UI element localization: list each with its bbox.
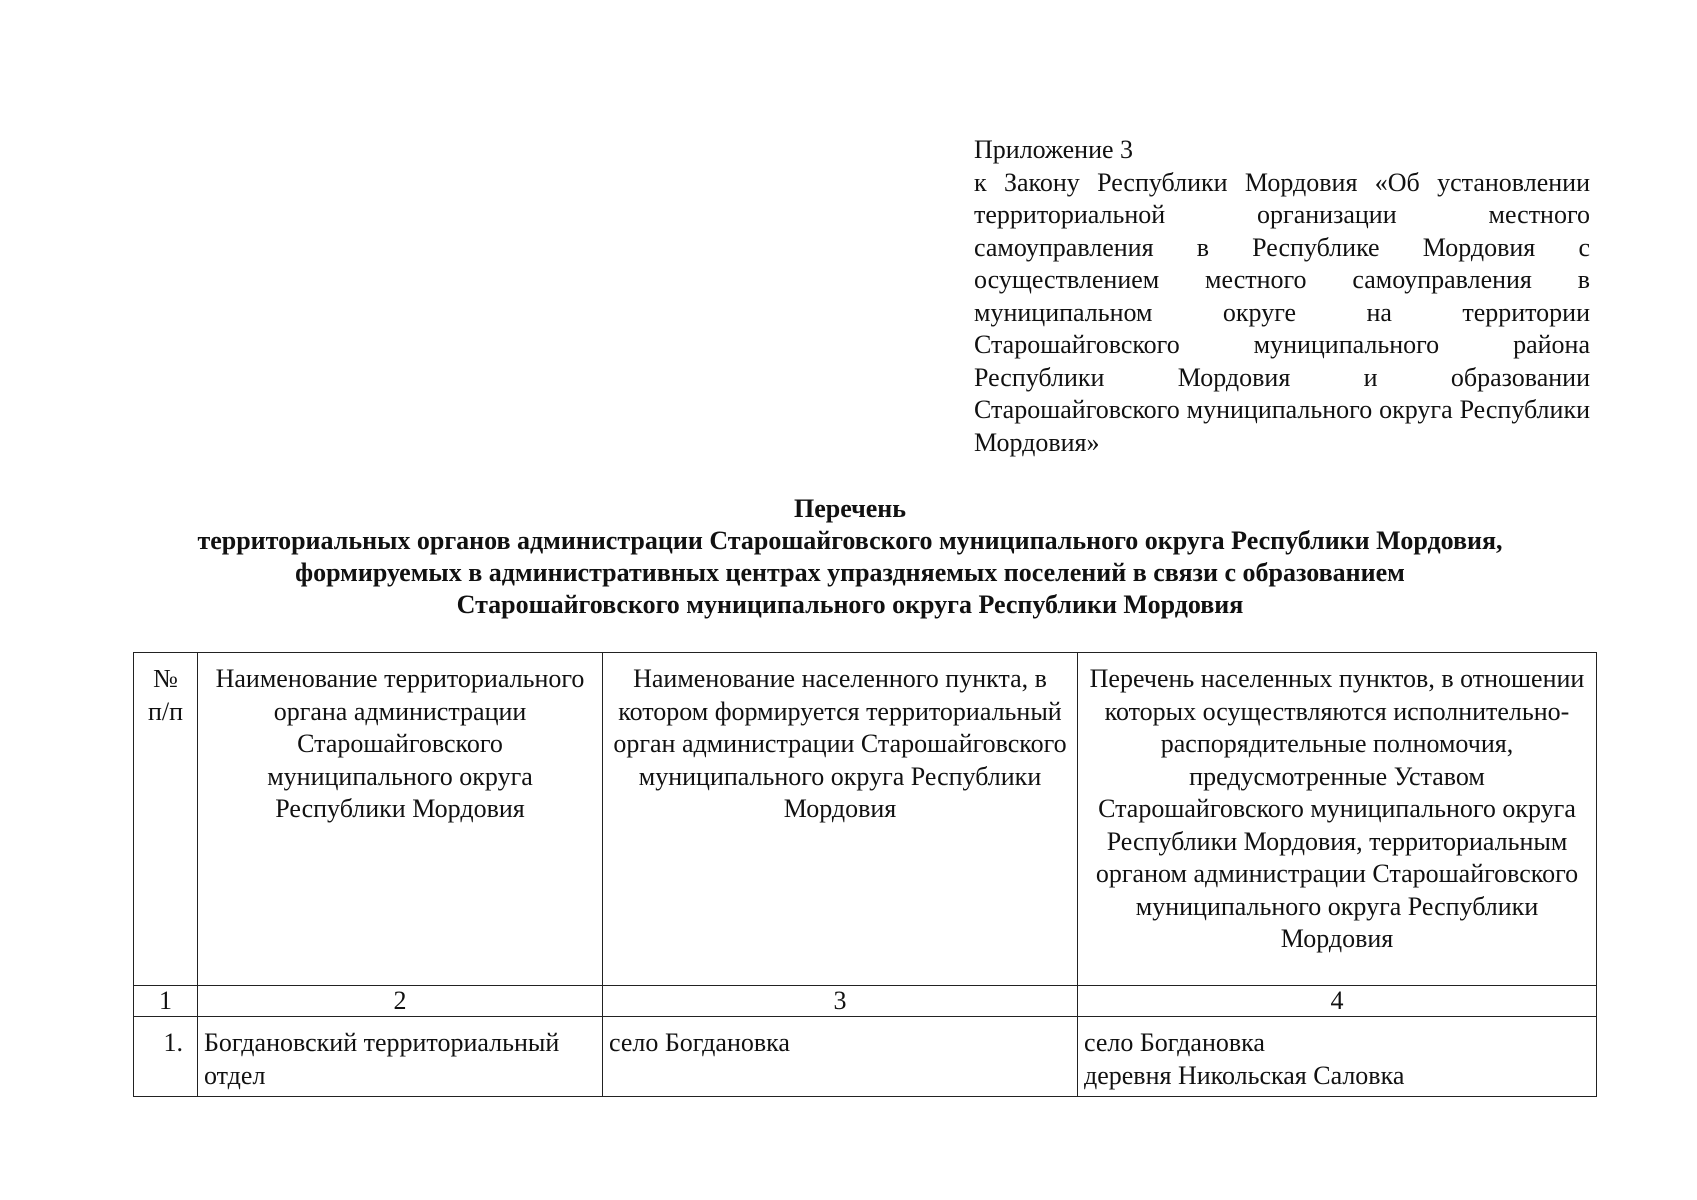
heading-line-3: Старошайговского муниципального округа Республики Мордовия bbox=[456, 590, 1244, 619]
settlements-list bbox=[1078, 1017, 1597, 1097]
column-number: 3 bbox=[603, 986, 1078, 1017]
heading-title: Перечень bbox=[793, 494, 907, 523]
appendix-title: Приложение 3 bbox=[974, 135, 1134, 164]
table-row bbox=[134, 1017, 1597, 1097]
header-center-name: Наименование населенного пункта, в котором формируется территориальный орган администрации Старошайговского муниципального округа Республики Мордовия bbox=[603, 653, 1078, 986]
settlement-item: село Богдановка bbox=[1084, 1028, 1265, 1057]
header-organ-name: Наименование территориального органа администрации Старошайговского муниципального округа Республики Мордовия bbox=[198, 653, 603, 986]
header-settlements-list: Перечень населенных пунктов, в отношении которых осуществляются исполнительно-распорядительные полномочия, предусмотренные Уставом Старошайговского муниципального округа Республики Мордовия, территориальным органом администрации Старошайговского муниципального округа Республики Мордовия bbox=[1078, 653, 1597, 986]
heading-line-2: формируемых в административных центрах упраздняемых поселений в связи с образованием bbox=[295, 558, 1405, 587]
settlement-item: деревня Никольская Саловка bbox=[1084, 1060, 1405, 1090]
appendix-law-reference: к Закону Республики Мордовия «Об установлении территориальной организации местного самоуправления в Республике Мордовия с осуществлением местного самоуправления в муниципальном округе на территории Старошайговского муниципального района Республики Мордовия и образовании Старошайговского муниципального округа Республики Мордовия» bbox=[974, 167, 1590, 457]
document-heading bbox=[100, 493, 1600, 621]
column-number: 4 bbox=[1078, 986, 1597, 1017]
header-number: № п/п bbox=[134, 653, 198, 986]
table-header-row bbox=[134, 653, 1597, 986]
organ-name: Богдановский территориальный отдел bbox=[198, 1017, 603, 1097]
row-number: 1. bbox=[134, 1017, 198, 1097]
heading-line-1: территориальных органов администрации Старошайговского муниципального округа Республики Мордовия, bbox=[197, 526, 1503, 555]
column-number: 1 bbox=[134, 986, 198, 1017]
appendix-block bbox=[974, 134, 1590, 459]
column-number: 2 bbox=[198, 986, 603, 1017]
center-name: село Богдановка bbox=[603, 1017, 1078, 1097]
territorial-organs-table bbox=[133, 652, 1597, 1097]
column-number-row bbox=[134, 986, 1597, 1017]
